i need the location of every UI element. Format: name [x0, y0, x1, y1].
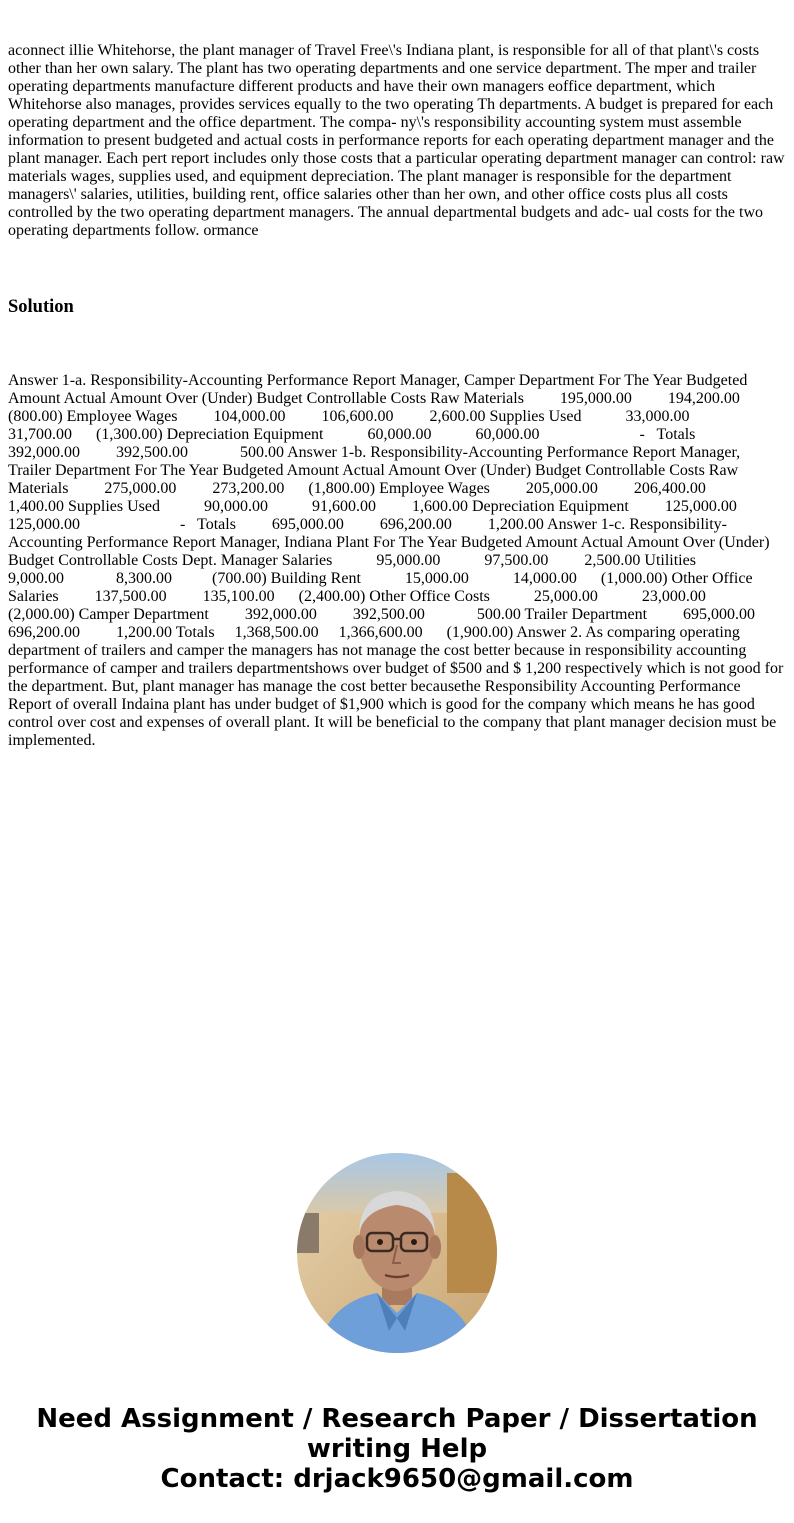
banner-contact-line: Contact: drjack9650@gmail.com: [160, 1464, 634, 1494]
question-text: aconnect illie Whitehorse, the plant manager of Travel Free\'s Indiana plant, is responsible for all of that plant\'s costs other than her own salary. The plant has two operating departments and one service department. The mper and trailer operating departments manufacture different products and have their own managers eoffice department, which Whitehorse also manages, provides services equally to the two operating Th departments. A budget is prepared for each operating department and the office department. The compa- ny\'s responsibility accounting system must assemble information to present budgeted and actual costs in performance reports for each operating department manager and the plant manager. Each pert report includes only those costs that a particular operating department manager can control: raw materials wages, supplies used, and equipment depreciation. The plant manager is responsible for the department managers\' salaries, utilities, building rent, office salaries other than her own, and other office costs plus all costs controlled by the two operating department managers. The annual departmental budgets and adc- ual costs for the two operating departments follow. ormance: [8, 42, 789, 239]
solution-text: Answer 1-a. Responsibility-Accounting Performance Report Manager, Camper Department For The Year Budgeted Amount Actual Amount Over (Under) Budget Controllable Costs Raw Materials 195,000.00 194,200.00 (800.00) Employee Wages 104,000.00 106,600.00 2,600.00 Supplies Used 33,000.00 31,700.00 (1,300.00) Depreciation Equipment 60,000.00 60,000.00 - Totals 392,000.00 392,500.00 500.00 Answer 1-b. Responsibility-Accounting Performance Report Manager, Trailer Department For The Year Budgeted Amount Actual Amount Over (Under) Budget Controllable Costs Raw Materials 275,000.00 273,200.00 (1,800.00) Employee Wages 205,000.00 206,400.00 1,400.00 Supplies Used 90,000.00 91,600.00 1,600.00 Depreciation Equipment 125,000.00 125,000.00 - Totals 695,000.00 696,200.00 1,200.00 Answer 1-c. Responsibility-Accounting Performance Report Manager, Indiana Plant For The Year Budgeted Amount Actual Amount Over (Under) Budget Controllable Costs Dept. Manager Salaries 95,000.00 97,500.00 2,500.00 Utilities 9,000.00 8,300.00 (700.00) Building Rent 15,000.00 14,000.00 (1,000.00) Other Office Salaries 137,500.00 135,100.00 (2,400.00) Other Office Costs 25,000.00 23,000.00 (2,000.00) Camper Department 392,000.00 392,500.00 500.00 Trailer Department 695,000.00 696,200.00 1,200.00 Totals 1,368,500.00 1,366,600.00 (1,900.00) Answer 2. As comparing operating department of trailers and camper the managers has not manage the cost better because in responsibility accounting performance of camper and trailers departmentshows over budget of $500 and $ 1,200 respectively which is not good for the department. But, plant manager has manage the cost better becausethe Responsibility Accounting Performance Report of overall Indaina plant has under budget of $1,900 which is good for the company which means he has good control over cost and expenses of overall plant. It will be beneficial to the company that plant manager decision must be implemented.: [8, 372, 792, 749]
solution-heading: Solution: [8, 297, 74, 317]
banner-line-2: writing Help: [306, 1434, 488, 1464]
document-body: [8, 6, 792, 768]
banner-line-1: Need Assignment / Research Paper / Dissertation: [36, 1404, 758, 1434]
author-avatar: [297, 1153, 497, 1353]
author-portrait-icon: [297, 1153, 497, 1353]
contact-banner: [0, 1404, 794, 1494]
